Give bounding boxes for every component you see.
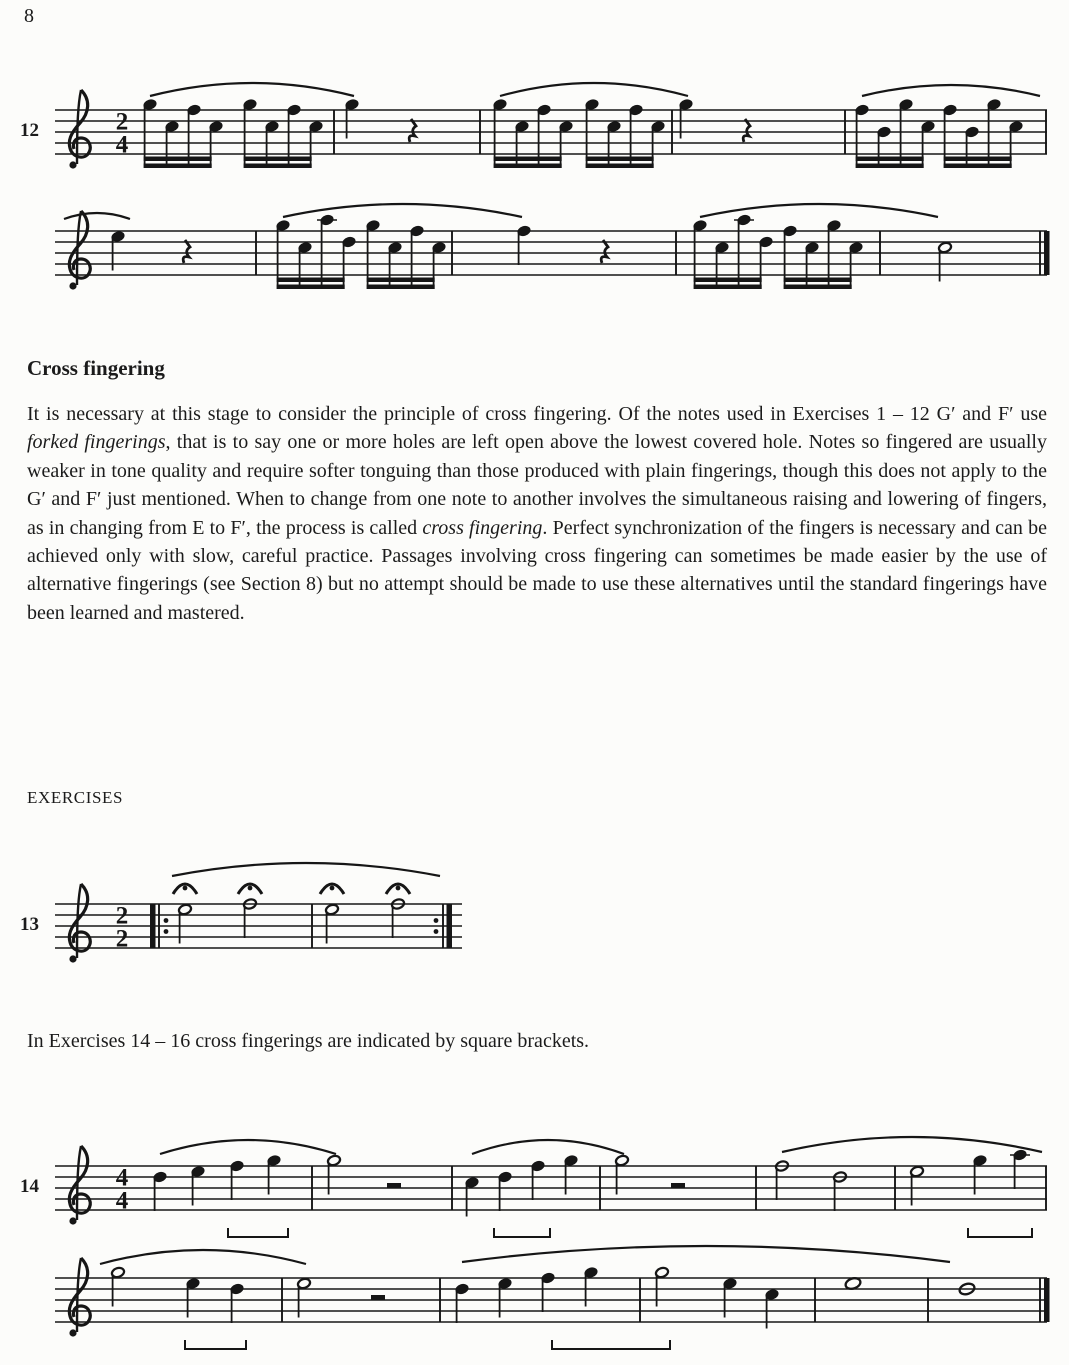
svg-text:4: 4	[115, 131, 129, 159]
staff-system-exercise-14-line-2	[0, 1222, 1069, 1365]
svg-text:4: 4	[115, 1164, 129, 1192]
staff-system-exercise-13	[0, 848, 1069, 998]
page-number: 8	[24, 5, 34, 27]
exercises-label: EXERCISES	[27, 788, 124, 807]
bracket-instruction-sentence: In Exercises 14 – 16 cross fingerings are indicated by square brackets.	[27, 1030, 590, 1052]
section-heading: Cross fingering	[27, 356, 165, 380]
svg-text:4: 4	[115, 1187, 129, 1215]
exercise-number-13: 13	[20, 914, 39, 935]
svg-text:2: 2	[115, 902, 129, 930]
exercise-number-12: 12	[20, 120, 39, 141]
exercise-number-14: 14	[20, 1176, 39, 1197]
cross-fingering-paragraph: It is necessary at this stage to consider the principle of cross fingering. Of the notes used in Exercises 1 – 12 G′ and F′ use forked fingerings, that is to say one or more holes are left open above the lowest covered hole. Notes so fingered are usually weaker in tone quality and require softer tonguing than those produced with plain fingerings, though this does not apply to the G′ and F′ just mentioned. When to change from one note to another involves the simultaneous raising and lowering of fingers, as in changing from E to F′, the process is called cross fingering. Perfect synchronization of the fingers is necessary and can be achieved only with slow, careful practice. Passages involving cross fingering can sometimes be made easier by the use of alternative fingerings (see Section 8) but no attempt should be made to use these alternatives until the standard fingerings have been learned and mastered.	[27, 403, 1047, 624]
svg-text:2: 2	[115, 108, 129, 136]
staff-system-exercise-12-line-2	[0, 175, 1069, 325]
svg-text:2: 2	[115, 925, 129, 953]
